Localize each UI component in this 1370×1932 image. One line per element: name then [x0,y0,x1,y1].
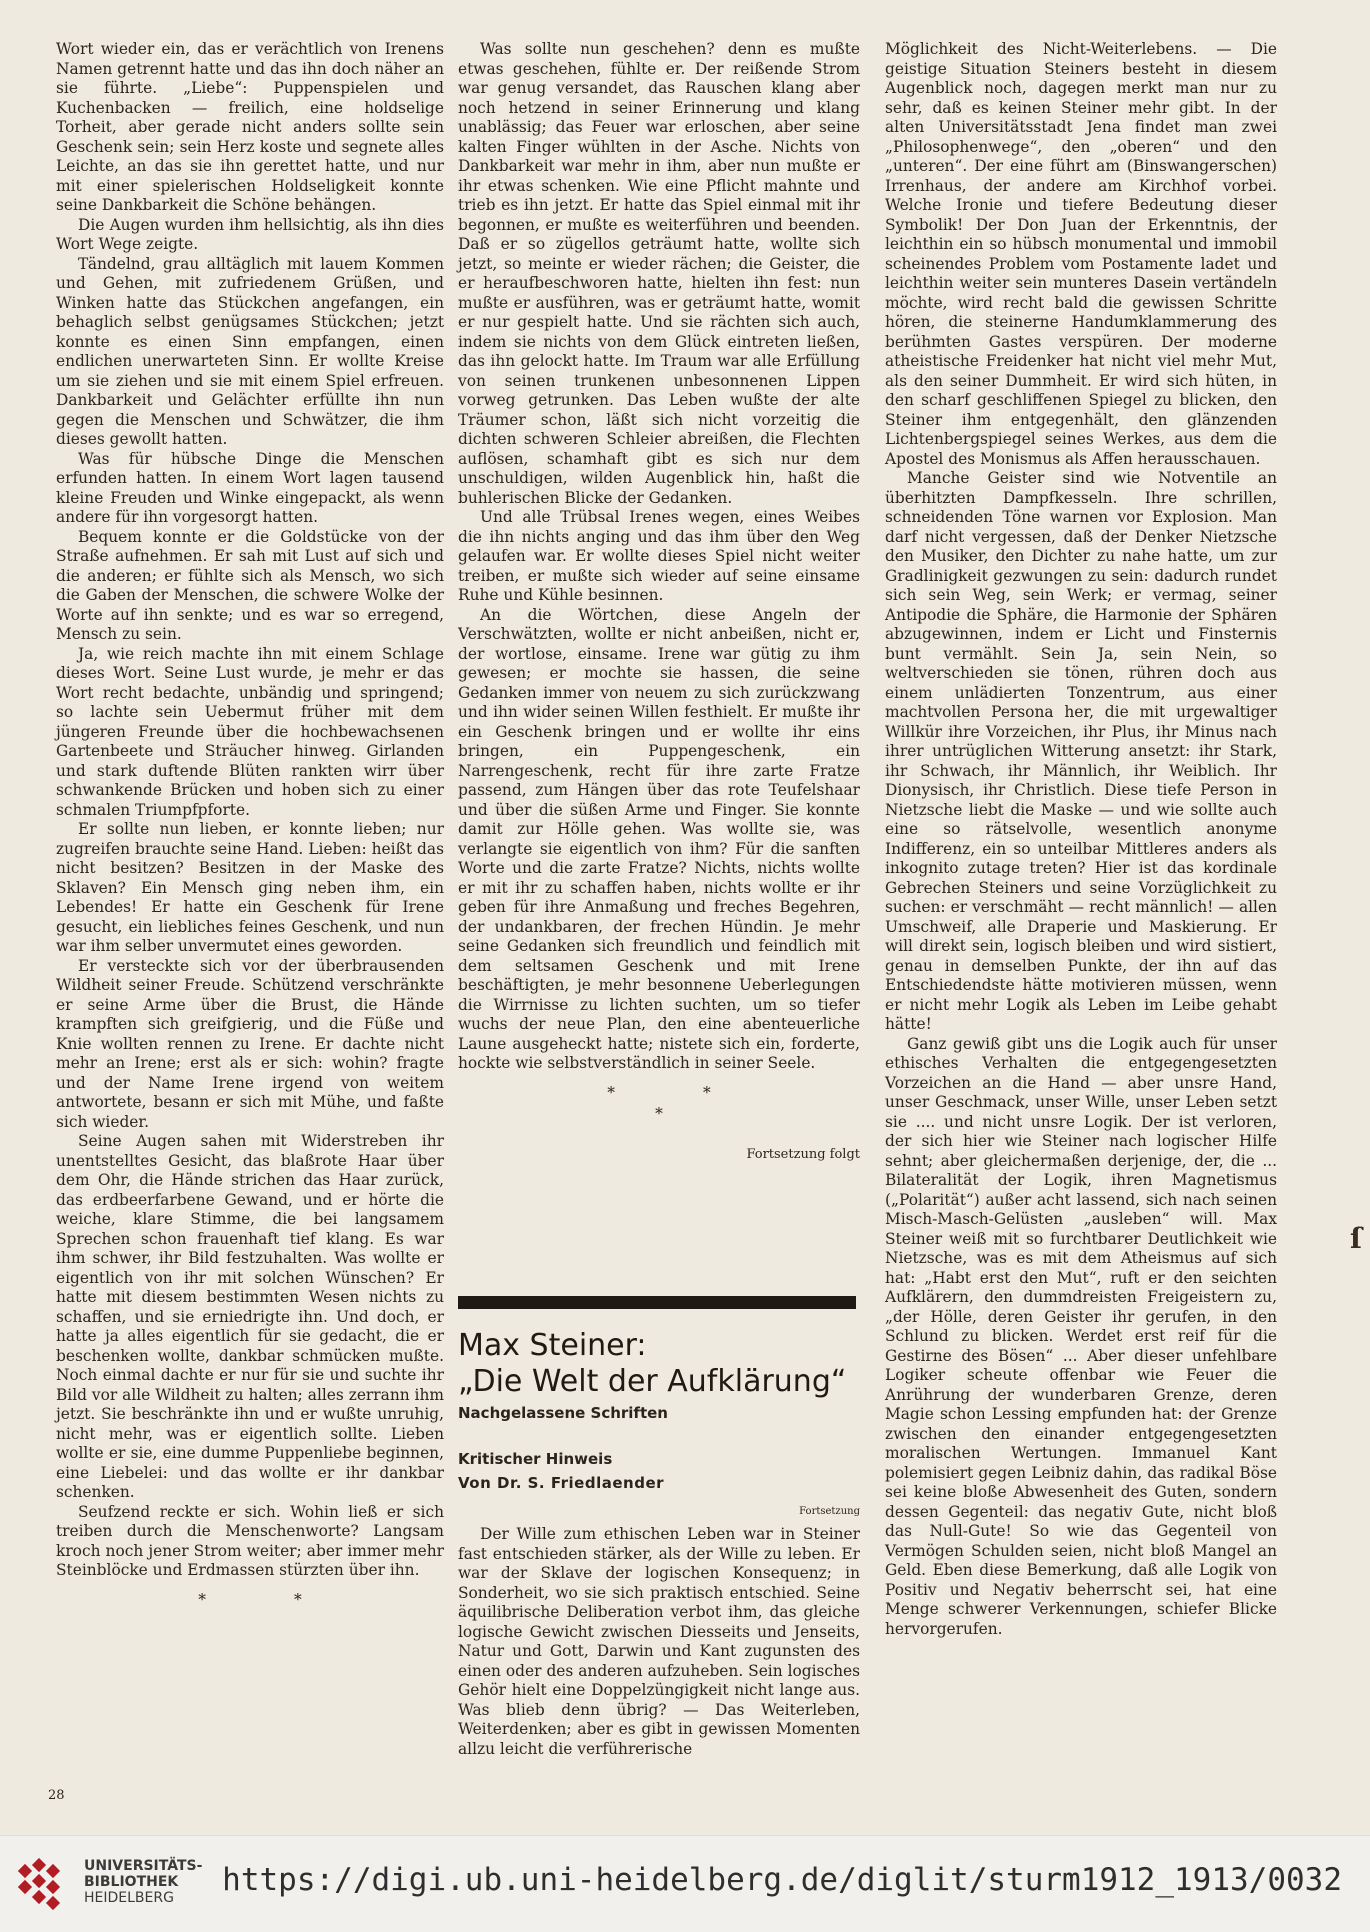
article-title-line1: Max Steiner: [458,1328,647,1363]
article-author: Von Dr. S. Friedlaender [458,1474,665,1492]
section-rule [458,1296,856,1309]
column-1 [56,40,444,1610]
article-steiner [458,1328,860,1759]
article-continuation: Fortsetzung [799,1506,860,1517]
paragraph: An die Wörtchen, diese Angeln der Verschwätzten, wollte er nicht anbeißen, nicht er, der wortlose, einsame. Irene war gütig zu ihm gewesen; er mochte sie hassen, die seine Gedanken immer von neuem zu sich zurückzwang und ihn wider seinen Willen festhielt. Er mußte ihr ein Geschenk bringen und er wollte ihr eins bringen, ein Puppengeschenk, ein Narrengeschenk, recht für ihre zarte Fratze passend, zum Hängen über das rote Teufelshaar und über die süßen Arme und Finger. Sie konnte damit zur Hölle gehen. Was wollte sie, was verlangte sie eigentlich von ihm? Für die sanften Worte und die zarte Fratze? Nichts, nichts wollte er mit ihr zu schaffen haben, nichts wollte er ihr geben für ihre Anmaßung und freches Begehren, der undankbaren, der frechen Hündin. Je mehr seine Gedanken sich freundlich und feindlich mit dem seltsamen Geschenk und mit Irene beschäftigten, je mehr besonnene Ueberlegungen die Wirrnisse zu lichten suchten, um so tiefer wuchs der neue Plan, den eine abenteuerliche Laune ausgeheckt hatte; nistete sich ein, forderte, hockte wie selbstverständlich in seiner Seele. [458,605,860,1072]
article-kicker: Kritischer Hinweis [458,1450,613,1468]
margin-mark: ſ [1350,1222,1363,1255]
paragraph: Bequem konnte er die Goldstücke von der Straße aufnehmen. Er sah mit Lust auf sich und die anderen; er fühlte sich als Mensch, wo sich die Gaben der Menschen, die schwere Wolke der Worte auf ihn senkte; und es war so erregend, Mensch zu sein. [56,527,444,643]
section-stars: ** [607,1083,799,1102]
paragraph: Seufzend reckte er sich. Wohin ließ er sich treiben durch die Menschenworte? Langsam kroch noch jener Strom weiter; aber immer mehr Steinblöcke und Erdmassen stürzten über ihn. [56,1502,444,1579]
article-title-line2: „Die Welt der Aufklärung“ [458,1364,847,1399]
paragraph: Er versteckte sich vor der überbrausenden Wildheit seiner Freude. Schützend verschränkte er seine Arme über die Brust, die Hände krampften sich greifgierig, und die Füße und Knie wollten rennen zu Irene. Er dachte nicht mehr an Irene; erst als er sich: wohin? fragte und der Name Irene irgend von weitem antwortete, besann er sich mit Mühe, und faßte sich wieder. [56,956,444,1131]
continuation-note: Fortsetzung folgt [746,1146,860,1162]
section-star: * [655,1105,663,1123]
article-body [458,1525,860,1759]
paragraph: Seine Augen sahen mit Widerstreben ihr unentstelltes Gesicht, das blaßrote Haar über dem Ohr, die Hände strichen das Haar zurück, das erdbeerfarbene Gewand, und er hörte die weiche, klare Stimme, die bei langsamem Sprechen schon frauenhaft tief klang. Es war ihm schwer, ihr Bild festzuhalten. Was wollte er eigentlich von ihr mit solchen Wünschen? Er hatte mit diesem bestimmten Wesen nichts zu schaffen, und sie erniedrigte ihn. Und doch, er hatte ja alles eigentlich für sie gedacht, die er beschenken wollte, dankbar schmücken mußte. Noch einmal dachte er nur für sie und suchte ihr Bild vor alle Wildheit zu halten; alles zerrann ihm jetzt. Sie beschränkte ihn und er wußte unruhig, nicht mehr, was er eigentlich sollte. Lieben wollte er sie, eine dumme Puppenliebe beginnen, eine Liebelei: und das wollte er ihr dankbar schenken. [56,1132,444,1501]
university-library-logo-icon [18,1858,72,1912]
library-name: UNIVERSITÄTS- BIBLIOTHEK HEIDELBERG [84,1858,203,1906]
paragraph: Wort wieder ein, das er verächtlich von Irenens Namen getrennt hatte und das ihn doch näher an sie führte. „Liebe“: Puppenspielen und Kuchenbacken — freilich, eine holdselige Torheit, aber gerade nicht anders sollte sein Geschenk sein; sein Herz koste und segnete alles Leichte, an das sie ihn gerettet hatte, und nur mit einer spielerischen Holdseligkeit konnte seine Dankbarkeit die Schöne behängen. [56,40,444,214]
column-3 [885,40,1277,1639]
paragraph: Was sollte nun geschehen? denn es mußte etwas geschehen, fühlte er. Der reißende Strom war genug versandet, das Rauschen klang aber noch hetzend in seiner Erinnerung und klang unablässig; das Feuer war erloschen, aber seine kalten Finger wühlten in der Asche. Nichts von Dankbarkeit war mehr in ihm, aber nun mußte er ihr etwas schenken. Wie eine Pflicht mahnte und trieb es ihn jetzt. Er hatte das Spiel einmal mit ihr begonnen, er mußte es weiterführen und beenden. Daß er so zügellos geträumt hatte, wollte sich jetzt, so meinte er wieder rächen; die Geister, die er heraufbeschworen hatte, hielten ihn fest: nun mußte er ausführen, was er geträumt hatte, womit er nur gespielt hatte. Und sie rächten sich auch, indem sie nichts von dem Glück eintreten ließen, das ihn gelockt hatte. Im Traum war alle Erfüllung von seinen trunkenen unbesonnenen Lippen vorweg getrunken. Das Leben wußte der alte Träumer schon, läßt sich nicht vorzeitig die dichten schweren Schleier abreißen, die Flechten auflösen, schamhaft gibt es sich nur dem unschuldigen, wilden Augenblick hin, haßt die buhlerischen Blicke der Gedanken. [458,40,860,507]
paragraph: Was für hübsche Dinge die Menschen erfunden hatten. In einem Wort lagen tausend kleine Freuden und Winke eingepackt, als wenn andere für ihn vorgesorgt hatten. [56,449,444,526]
paragraph: Der Wille zum ethischen Leben war in Steiner fast entschieden stärker, als der Wille zu leben. Er war der Sklave der logischen Konsequenz; in Sonderheit, wo sie sich praktisch entschied. Seine äquilibrische Deliberation verbot ihm, das gleiche logische Gewicht zwischen Diesseits und Jenseits, Natur und Gott, Darwin und Kant zugunsten des einen oder des anderen aufzuheben. Sein logisches Gehör hielt eine Doppelzüngigkeit nicht lange aus. Was blieb denn übrig? — Das Weiterleben, Weiterdenken; aber es gibt in gewissen Momenten allzu leicht die verführerische [458,1525,860,1758]
paragraph: Ganz gewiß gibt uns die Logik auch für unser ethisches Verhalten die entgegengesetzten Vorzeichen an die Hand — aber unsre Hand, unser Geschmack, unser Wille, unser Leben setzt sie .... und nicht unsre Logik. Der ist verloren, der sich hier wie Steiner nach logischer Hilfe sehnt; aber gleichermaßen derjenige, der, die ... Bilateralität der Logik, ihren Magnetismus („Polarität“) außer acht lassend, sich nach seinen Misch-Masch-Gelüsten „ausleben“ will. Max Steiner weiß mit so furchtbarer Deutlichkeit wie Nietzsche, was es mit dem Atheismus auf sich hat: „Habt erst den Mut“, ruft er den seichten Aufklärern, den dummdreisten Freigeistern zu, „der Hölle, deren Geister ihr gerufen, in den Schlund zu blicken. Werdet erst reif für die Gestirne des Bösen“ ... Aber dieser unfehlbare Logiker scheute offenbar wie Feuer die Anrührung der wunderbaren Grenze, deren Magie schon Lessing empfunden hat: der Grenze zwischen den einander entgegengesetzten moralischen Wertungen. Immanuel Kant polemisiert gegen Leibniz dahin, das radikal Böse sei keine bloße Abwesenheit des Guten, sondern dessen Gegenteil: das negativ Gute, nicht bloß das Null-Gute! So wie das Gegenteil von Vermögen Schulden seien, nicht bloß Mangel an Geld. Eben diese Bemerkung, daß alle Logik von Positiv und Negativ beherrscht sei, hat eine Menge schwerer Verkennungen, schiefer Blicke hervorgerufen. [885,1034,1277,1638]
paragraph: Möglichkeit des Nicht-Weiterlebens. — Die geistige Situation Steiners besteht in diesem Augenblick noch, dagegen merkt man nur zu sehr, daß es keinen Steiner mehr gibt. In der alten Universitätsstadt Jena findet man zwei „Philosophenwege“, den „oberen“ und den „unteren“. Der eine führt am (Binswangerschen) Irrenhaus, der andere am Kirchhof vorbei. Welche Ironie und tiefere Bedeutung dieser Symbolik! Der Don Juan der Erkenntnis, der leichthin ein so hübsch monumental und immobil scheinendes Problem vom Postamente ladet und leichthin weiter sein munteres Dasein vertändeln möchte, wird recht bald die gewissen Schritte hören, die steinerne Handumklammerung des berühmten Gastes verspüren. Der moderne atheistische Freidenker hat nicht viel mehr Mut, als den seiner Dummheit. Er wird sich hüten, in den scharf geschliffenen Spiegel zu blicken, den Steiner ihm entgegenhält, den glänzenden Lichtenbergspiegel seines Werkes, aus dem die Apostel des Monismus als Affen herausschauen. [885,40,1277,468]
page-number: 28 [48,1788,65,1803]
paragraph: Und alle Trübsal Irenes wegen, eines Weibes die ihn nichts anging und das ihm über den Weg gelaufen war. Er wollte dieses Spiel nicht weiter treiben, er mußte sich wieder auf seine einsame Ruhe und Kühle besinnen. [458,508,860,604]
column-2 [458,40,860,1164]
paragraph: Tändelnd, grau alltäglich mit lauem Kommen und Gehen, mit zufriedenem Grüßen, und Winken hatte das Stückchen angefangen, ein behaglich selbst genügsames Stückchen; jetzt konnte es einen Sinn empfangen, einen endlichen unerwarteten Sinn. Er wollte Kreise um sie ziehen und sie mit einem Spiel erfreuen. Dankbarkeit und Gelächter erfüllte ihn nun gegen die Menschen und Schwätzer, die ihm dieses gewollt hatten. [56,254,444,448]
article-subtitle: Nachgelassene Schriften [458,1404,668,1422]
paragraph: Die Augen wurden ihm hellsichtig, als ihn dies Wort Wege zeigte. [56,215,444,253]
permalink-url[interactable]: https://digi.ub.uni-heidelberg.de/diglit/sturm1912_1913/0032 [222,1862,1342,1898]
section-stars: ** [198,1590,390,1609]
paragraph: Er sollte nun lieben, er konnte lieben; nur zugreifen brauchte seine Hand. Lieben: heißt das nicht besitzen? Besitzen in der Maske des Sklaven? Ein Mensch ging neben ihm, ein Lebendes! Er hatte ein Geschenk für Irene gesucht, ein liebliches feines Geschenk, und nun war ihm selber unvermutet eines geworden. [56,820,444,955]
paragraph: Manche Geister sind wie Notventile an überhitzten Dampfkesseln. Ihre schrillen, schneidenden Töne warnen vor Explosion. Man darf nicht vergessen, daß der Denker Nietzsche den Musiker, den Dichter zu nahe hatte, um zur Gradlinigkeit gezwungen zu sein: dadurch rundet sich sein Weg, sein Werk; er vermag, seiner Antipodie die Sphäre, die Harmonie der Sphären abzugewinnen, indem er Licht und Finsternis bunt vermählt. Sein Ja, sein Nein, so weltverschieden sie tönen, rühren doch aus einem unlädierten Tonzentrum, aus einer machtvollen Persona her, die mit urgewaltiger Willkür ihre Vorzeichen, ihr Plus, ihr Minus nach ihrer untrüglichen Witterung ansetzt: ihr Stark, ihr Schwach, ihr Männlich, ihr Weiblich. Ihr Dionysisch, ihr Christlich. Diese tiefe Person in Nietzsche liebt die Maske — und wie sollte auch eine so rätselvolle, wesentlich anonyme Indifferenz, ein so unteilbar Mittleres anders als inkognito zutage treten? Hier ist das kordinale Gebrechen Steiners und seine Vorzüglichkeit zu suchen: er verschmäht — recht männlich! — allen Umschweif, alle Draperie und Maskierung. Er will direkt sein, logisch bleiben und wird sistiert, genau in demselben Punkte, der ihn auf das Entschiedendste hätte motivieren müssen, wenn er nicht mehr Logik als Leben im Leibe gehabt hätte! [885,469,1277,1033]
paragraph: Ja, wie reich machte ihn mit einem Schlage dieses Wort. Seine Lust wurde, je mehr er das Wort recht bedachte, unbändig und springend; so lachte sein Uebermut früher mit dem jüngeren Freunde über die hochbewachsenen Gartenbeete und Sträucher hinweg. Girlanden und stark duftende Blüten rankten wirr über schwankende Brücken und hoben sich zu einer schmalen Triumpfpforte. [56,644,444,819]
viewer-footer [0,1835,1370,1932]
